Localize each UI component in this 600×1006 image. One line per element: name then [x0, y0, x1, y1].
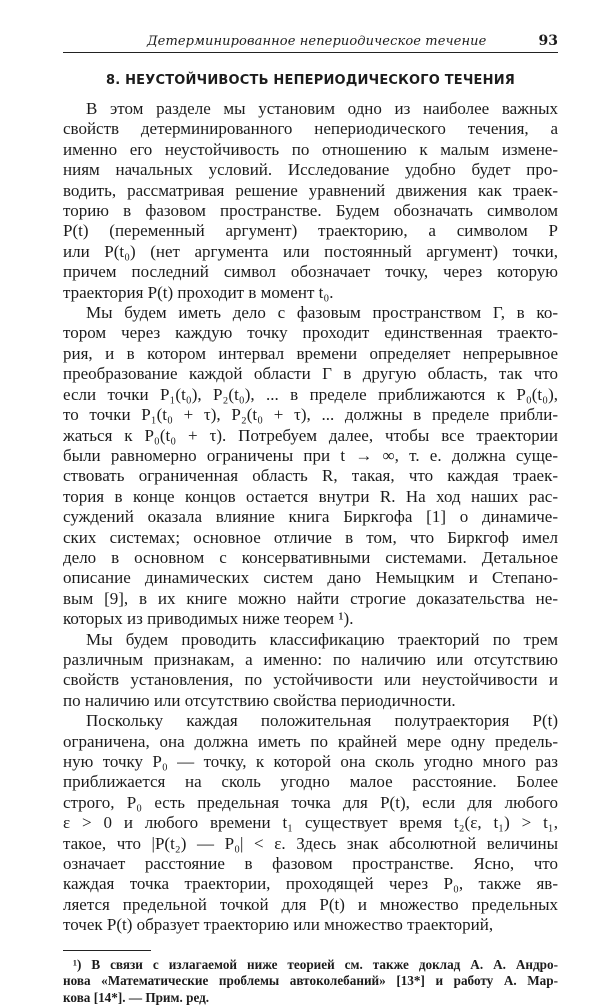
- text-line: суждений оказала влияние книга Биркгофа [1] о динамиче-: [63, 507, 558, 527]
- text-line: по наличию или отсутствию свойства периодичности.: [63, 690, 456, 710]
- text-line: вым [9], в их книге можно найти строгие доказательства не-: [63, 588, 558, 608]
- text-line: были равномерно ограничены при t → ∞, т. е. должна суще-: [63, 445, 558, 465]
- text-line: преобразование каждой области Γ в другую область, так что: [63, 364, 558, 384]
- text-line: ляется предельной точкой для P(t) и множество предельных: [63, 894, 558, 914]
- page-number: 93: [538, 33, 558, 49]
- text-line: свойств детерминированного непериодического течения, а: [63, 119, 558, 139]
- text-line: описание динамических систем дано Немыцким и Степано-: [63, 568, 558, 588]
- text-line: точек P(t) образует траекторию или множество траекторий,: [63, 915, 494, 935]
- running-head: [63, 30, 558, 53]
- text-line: свойств установления, по устойчивости или неустойчивости и: [63, 670, 558, 690]
- running-head-title: Детерминированное непериодическое течение: [147, 34, 487, 49]
- footnote: [63, 957, 558, 1006]
- text-line: строго, P₀ есть предельная точка для P(t), если для любого: [63, 792, 558, 812]
- paragraph: [63, 711, 558, 935]
- text-line: то точки P₁(t₀ + τ), P₂(t₀ + τ), ... должны в пределе прибли-: [63, 405, 558, 425]
- body-text: [63, 99, 558, 936]
- text-line: траектория P(t) проходит в момент t₀.: [63, 282, 334, 302]
- footnote-divider: [63, 950, 151, 951]
- text-line: ствовать ограниченная область R, такая, что каждая траек-: [63, 466, 558, 486]
- text-line: водить, рассматривая решение уравнений движения как траек-: [63, 180, 558, 200]
- text-line: означает расстояние в фазовом пространстве. Ясно, что: [63, 854, 558, 874]
- paragraph: [63, 630, 558, 712]
- text-line: жаться к P₀(t₀ + τ). Потребуем далее, чтобы все траектории: [63, 425, 558, 445]
- text-line: Мы будем иметь дело с фазовым пространством Γ, в ко-: [86, 303, 558, 323]
- text-line: торию в фазовом пространстве. Будем обозначать символом: [63, 201, 558, 221]
- text-line: тория в конце концов остается внутри R. На ход наших рас-: [63, 486, 558, 506]
- text-line: причем последний символ обозначает точку, через которую: [63, 262, 558, 282]
- text-line: дело в основном с консервативными системами. Детальное: [63, 547, 558, 567]
- text-line: если точки P₁(t₀), P₂(t₀), ... в пределе приближаются к P₀(t₀),: [63, 384, 558, 404]
- text-line: тором через каждую точку проходит единственная траекто-: [63, 323, 558, 343]
- text-line: приближается на сколь угодно малое расстояние. Более: [63, 772, 558, 792]
- text-line: ограничена, она должна иметь по крайней мере одну предель-: [63, 731, 558, 751]
- book-page: [63, 30, 558, 1006]
- text-line: В этом разделе мы установим одно из наиболее важных: [86, 99, 558, 118]
- text-line: ских системах; основное отличие в том, что Биркгоф имел: [63, 527, 558, 547]
- text-line: различным признакам, а именно: по наличию или отсутствию: [63, 649, 558, 669]
- text-line: Поскольку каждая положительная полутраектория P(t): [86, 711, 558, 731]
- text-line: ε > 0 и любого времени t₁ существует время t₂(ε, t₁) > t₁,: [63, 813, 558, 833]
- footnote-line: ¹) В связи с излагаемой ниже теорией см. также доклад А. А. Андро-: [73, 956, 558, 972]
- text-line: Мы будем проводить классификацию траекторий по трем: [86, 629, 558, 649]
- paragraph: [63, 99, 558, 303]
- text-line: ниям начальных условий. Исследование удобно будет про-: [63, 160, 558, 180]
- text-line: P(t) (переменный аргумент) траекторию, а символом P: [63, 221, 558, 241]
- paragraph: [63, 303, 558, 630]
- text-line: или P(t₀) (нет аргумента или постоянный аргумент) точки,: [63, 241, 558, 261]
- text-line: рия, и в котором интервал времени определяет непрерывное: [63, 343, 558, 363]
- text-line: такое, что |P(t₂) — P₀| < ε. Здесь знак абсолютной величины: [63, 833, 558, 853]
- footnote-line: нова «Математические проблемы автоколебаний» [13*] и работу А. Мар-: [63, 973, 558, 989]
- text-line: которых из приводимых ниже теорем ¹).: [63, 609, 354, 629]
- text-line: каждая точка траектории, проходящей через P₀, также яв-: [63, 874, 558, 894]
- text-line: именно его неустойчивость по отношению к малым измене-: [63, 139, 558, 159]
- section-heading: 8. НЕУСТОЙЧИВОСТЬ НЕПЕРИОДИЧЕСКОГО ТЕЧЕНИЯ: [105, 73, 516, 88]
- text-line: ную точку P₀ — точку, к которой она сколь угодно много раз: [63, 752, 558, 771]
- footnote-line: кова [14*]. — Прим. ред.: [63, 989, 210, 1005]
